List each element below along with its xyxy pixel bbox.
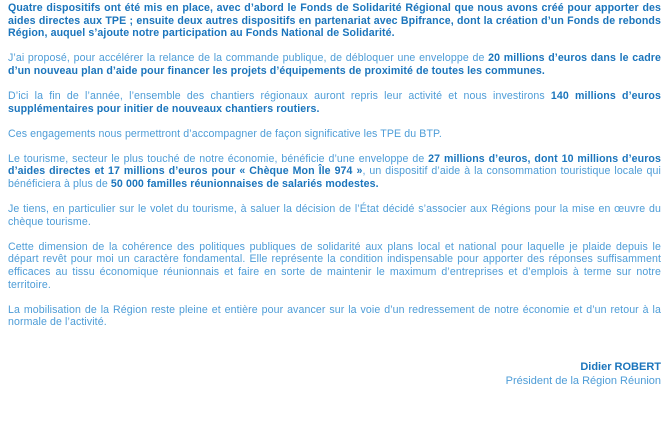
- paragraph-cheque-tourisme: [8, 203, 661, 228]
- text-run: Quatre dispositifs ont été mis en place, avec d’abord le Fonds de Solidarité Régional que nous avons créé pour apporter des aides directes aux TPE ; ensuite deux autres dispositifs en partenariat avec Bpifrance, dont la création d’un Fonds de rebonds Région, auquel s’ajoute notre participation au Fonds National de Solidarité.: [8, 2, 661, 40]
- text-run: Cette dimension de la cohérence des politiques publiques de solidarité aux plans local et national pour laquelle je plaide depuis le départ revêt pour moi un caractère fondamental. Elle représente la condition indispensable pour apporter des réponses suffisamment efficaces au tissu économique réunionnais et faire en sorte de maintenir le maximum d’entreprises et d’emplois à terme sur notre territoire.: [8, 240, 661, 291]
- signature-name: Didier ROBERT: [580, 360, 661, 373]
- paragraph-engagements-tpe-btp: [8, 128, 661, 141]
- paragraph-coherence-politiques: [8, 241, 661, 291]
- paragraph-tourisme: [8, 153, 661, 191]
- paragraph-mobilisation-region: [8, 304, 661, 329]
- text-run: 20 millions d’euros dans le cadre d’un nouveau plan d’aide pour financer les projets d’équipements de proximité de toutes les communes.: [8, 52, 662, 77]
- paragraph-fonds-solidarite: [8, 2, 661, 40]
- text-run: 140 millions d’euros supplémentaires pour initier de nouveaux chantiers routiers.: [8, 89, 661, 115]
- statement-body: [8, 2, 661, 388]
- text-run: , un dispositif d’aide à la consommation touristique locale qui bénéficiera à plus de: [8, 165, 661, 190]
- signature-title: Président de la Région Réunion: [505, 374, 661, 387]
- paragraph-chantiers-regionaux: [8, 90, 661, 115]
- text-run: D’ici la fin de l’année, l’ensemble des chantiers régionaux auront repris leur activité et nous investirons: [8, 89, 551, 102]
- signature-block: [8, 360, 661, 388]
- text-run: Ces engagements nous permettront d’accompagner de façon significative les TPE du BTP.: [8, 127, 442, 140]
- text-run: 27 millions d’euros, dont 10 millions d’euros d’aides directes et 17 millions d’euros pour « Chèque Mon Île 974 »: [8, 152, 661, 178]
- text-run: 50 000 familles réunionnaises de salariés modestes.: [110, 177, 379, 190]
- text-run: J’ai proposé, pour accélérer la relance de la commande publique, de débloquer une enveloppe de: [8, 52, 489, 65]
- text-run: Le tourisme, secteur le plus touché de notre économie, bénéficie d’une enveloppe de: [8, 152, 429, 165]
- text-run: La mobilisation de la Région reste pleine et entière pour avancer sur la voie d’un redressement de notre économie et d’un retour à la normale de l’activité.: [8, 303, 661, 329]
- paragraph-commande-publique: [8, 52, 661, 77]
- text-run: Je tiens, en particulier sur le volet du tourisme, à saluer la décision de l’État décidé s’associer aux Régions pour la mise en œuvre du chèque tourisme.: [8, 203, 661, 228]
